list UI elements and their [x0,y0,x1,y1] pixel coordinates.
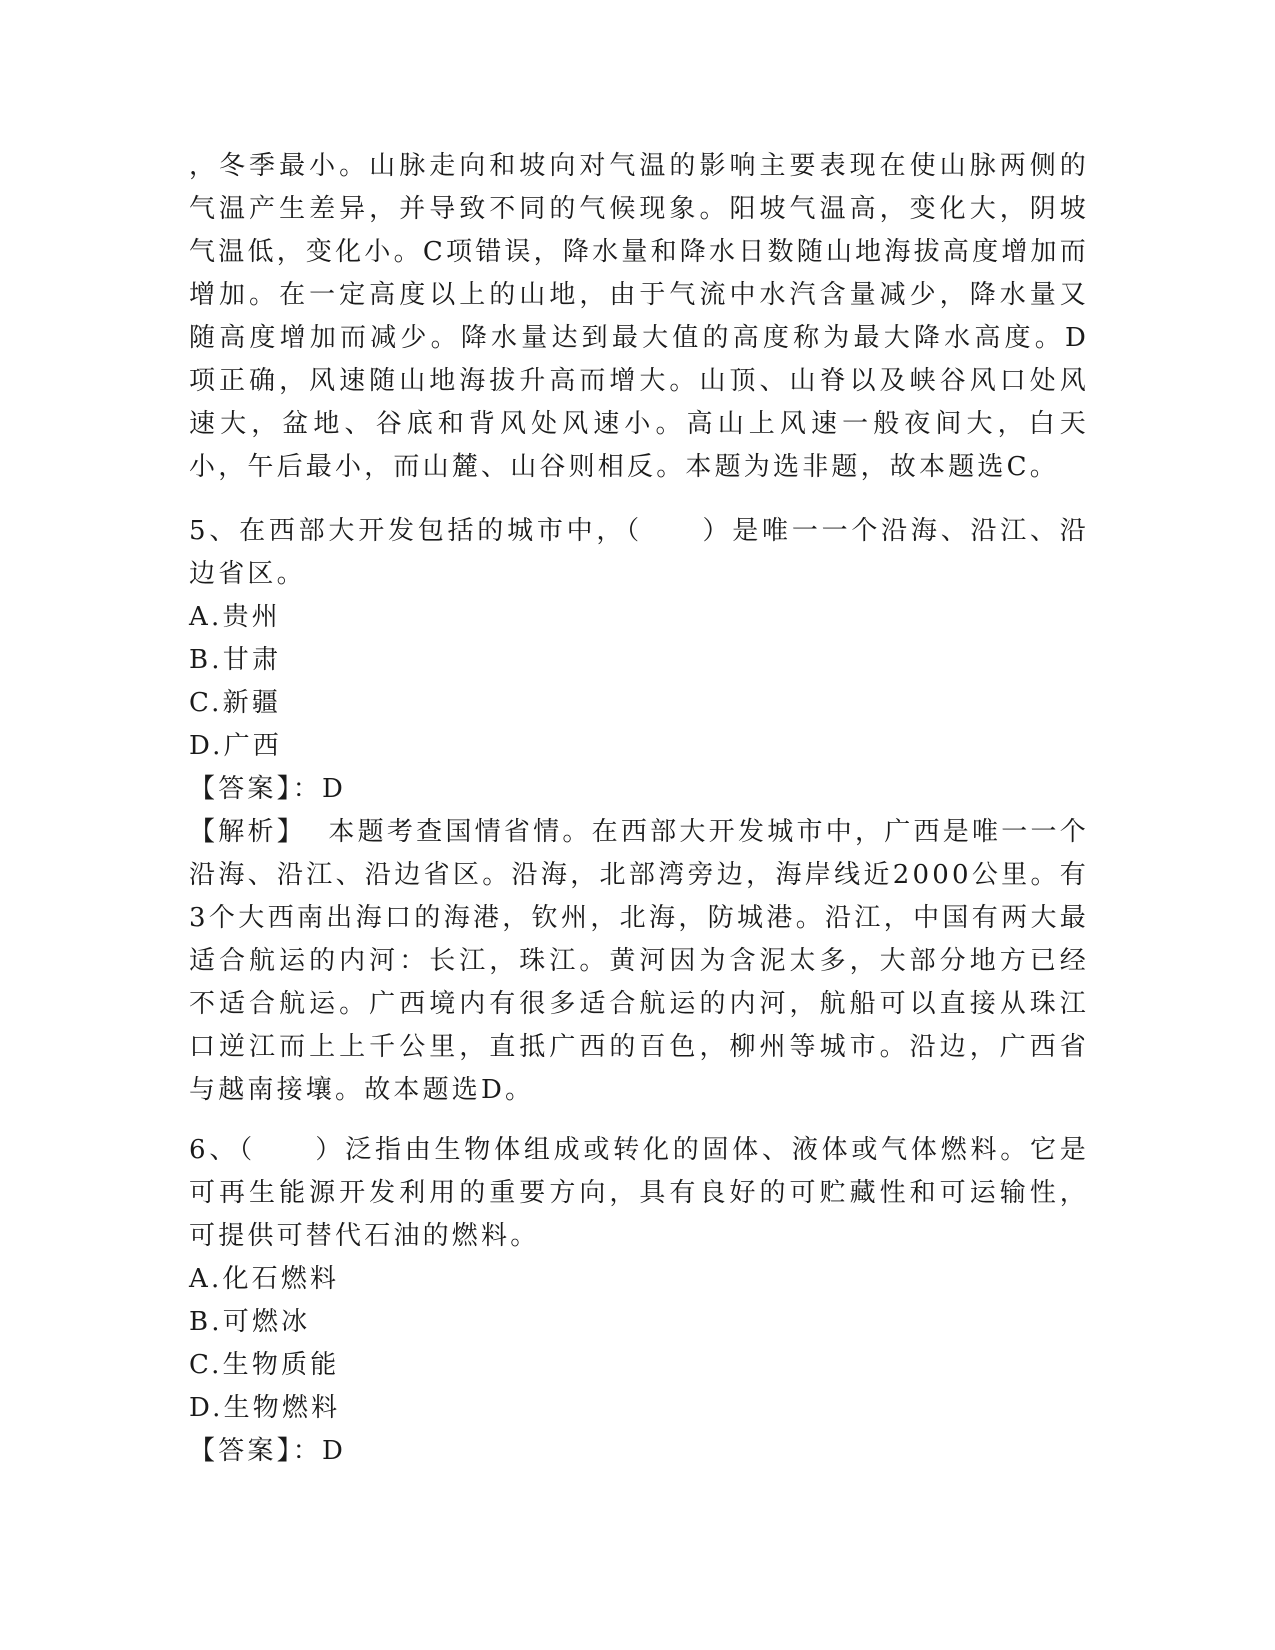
question-5 [189,510,1089,1112]
option-b: B.可燃冰 [189,1307,311,1337]
question-stem: 6、（ ）泛指由生物体组成或转化的固体、液体或气体燃料。它是可再生能源开发利用的重要方向，具有良好的可贮藏性和可运输性，可提供可替代石油的燃料。 [189,1135,1089,1251]
option-d: D.生物燃料 [189,1393,341,1423]
option-c: C.新疆 [189,688,282,718]
explanation-text: 本题考查国情省情。在西部大开发城市中，广西是唯一一个沿海、沿江、沿边省区。沿海，北部湾旁边，海岸线近2000公里。有3个大西南出海口的海港，钦州，北海，防城港。沿江，中国有两大最适合航运的内河：长江，珠江。黄河因为含泥太多，大部分地方已经不适合航运。广西境内有很多适合航运的内河，航船可以直接从珠江口逆江而上上千公里，直抵广西的百色，柳州等城市。沿边，广西省与越南接壤。故本题选D。 [189,817,1089,1105]
previous-explanation-continuation: ，冬季最小。山脉走向和坡向对气温的影响主要表现在使山脉两侧的气温产生差异，并导致不同的气候现象。阳坡气温高，变化大，阴坡气温低，变化小。C项错误，降水量和降水日数随山地海拔高度增加而增加。在一定高度以上的山地，由于气流中水汽含量减少，降水量又随高度增加而减少。降水量达到最大值的高度称为最大降水高度。D项正确，风速随山地海拔升高而增大。山顶、山脊以及峡谷风口处风速大，盆地、谷底和背风处风速小。高山上风速一般夜间大，白天小，午后最小，而山麓、山谷则相反。本题为选非题，故本题选C。 [189,151,1089,482]
explanation [189,811,1089,1112]
document-page [189,145,1089,1473]
answer-line: 【答案】：D [189,1436,347,1466]
option-a: A.化石燃料 [189,1264,340,1294]
option-c: C.生物质能 [189,1350,340,1380]
question-6 [189,1129,1089,1473]
answer-line: 【答案】：D [189,774,347,804]
option-b: B.甘肃 [189,645,282,675]
explanation-label: 【解析】 [189,817,294,847]
option-a: A.贵州 [189,602,281,632]
question-stem: 5、在西部大开发包括的城市中，（ ）是唯一一个沿海、沿江、沿边省区。 [189,516,1089,589]
option-d: D.广西 [189,731,282,761]
